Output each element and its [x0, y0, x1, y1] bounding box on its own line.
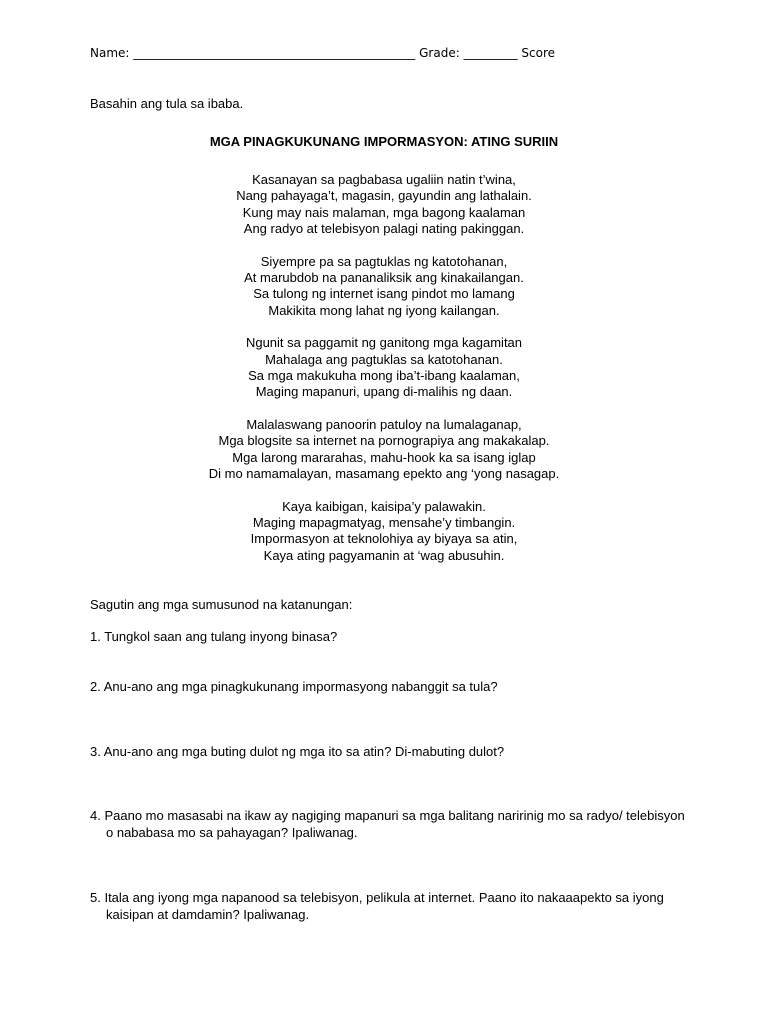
question-text: 2. Anu-ano ang mga pinagkukunang impormasyong nabanggit sa tula?	[90, 679, 498, 694]
question-text: 5. Itala ang iyong mga napanood sa telebisyon, pelikula at internet. Paano ito nakaaapekto sa iyong kaisipan at damdamin? Ipaliwanag.	[90, 890, 664, 922]
question-4	[90, 807, 690, 841]
poem-line: Impormasyon at teknolohiya ay biyaya sa atin,	[250, 531, 518, 547]
question-text: 3. Anu-ano ang mga buting dulot ng mga ito sa atin? Di-mabuting dulot?	[90, 744, 505, 759]
score-label: Score	[521, 46, 556, 60]
poem-line: Malalaswang panoorin patuloy na lumalaganap,	[246, 417, 522, 433]
name-label: Name:	[90, 46, 130, 60]
poem-stanza	[0, 335, 768, 400]
poem-line: Ang radyo at telebisyon palagi nating pakinggan.	[243, 220, 525, 236]
questions-instruction: Sagutin ang mga sumusunod na katanungan:	[90, 597, 353, 612]
poem-line: Mga larong mararahas, mahu-hook ka sa isang iglap	[232, 449, 536, 465]
poem-line: Sa mga makukuha mong iba’t-ibang kaalaman,	[248, 367, 520, 383]
poem-stanza	[0, 172, 768, 237]
name-blank: _______________________________________________	[133, 46, 416, 60]
poem-line: Nang pahayaga’t, magasin, gayundin ang lathalain.	[236, 188, 532, 204]
poem-stanza	[0, 254, 768, 319]
poem-line: Maging mapanuri, upang di-malihis ng daan.	[255, 384, 513, 400]
poem-line: Ngunit sa paggamit ng ganitong mga kagamitan	[245, 335, 523, 351]
intro-instruction: Basahin ang tula sa ibaba.	[90, 96, 244, 111]
question-3	[90, 743, 690, 760]
poem-line: Makikita mong lahat ng iyong kailangan.	[268, 302, 500, 318]
question-text: 1. Tungkol saan ang tulang inyong binasa?	[90, 629, 338, 644]
question-2	[90, 678, 690, 695]
poem-line: Sa tulong ng internet isang pindot mo lamang	[253, 286, 515, 302]
question-1	[90, 628, 690, 645]
poem-line: Maging mapagmatyag, mensahe’y timbangin.	[252, 515, 516, 531]
poem-stanza	[0, 499, 768, 564]
poem-line: Kaya kaibigan, kaisipa’y palawakin.	[282, 498, 486, 514]
poem	[0, 172, 768, 580]
question-5	[90, 889, 690, 923]
poem-line: At marubdob na pananaliksik ang kinakailangan.	[244, 269, 524, 285]
grade-label: Grade:	[419, 46, 460, 60]
poem-line: Kaya ating pagyamanin at ‘wag abusuhin.	[263, 547, 505, 563]
poem-line: Mahalaga ang pagtuklas sa katotohanan.	[265, 351, 503, 367]
poem-title: MGA PINAGKUKUNANG IMPORMASYON: ATING SURIIN	[209, 134, 559, 149]
poem-line: Kung may nais malaman, mga bagong kaalaman	[242, 204, 526, 220]
poem-line: Mga blogsite sa internet na pornograpiya ang makakalap.	[218, 433, 550, 449]
student-info-header	[90, 46, 555, 60]
grade-blank: _________	[463, 46, 518, 60]
poem-line: Kasanayan sa pagbabasa ugaliin natin t’wina,	[252, 172, 516, 187]
poem-line: Di mo namamalayan, masamang epekto ang ‘yong nasagap.	[208, 465, 560, 481]
poem-stanza	[0, 417, 768, 482]
poem-line: Siyempre pa sa pagtuklas ng katotohanan,	[260, 253, 508, 269]
question-text: 4. Paano mo masasabi na ikaw ay nagiging mapanuri sa mga balitang naririnig mo sa radyo/ telebisyon o nababasa mo sa pahayagan? Ipaliwanag.	[90, 808, 685, 840]
